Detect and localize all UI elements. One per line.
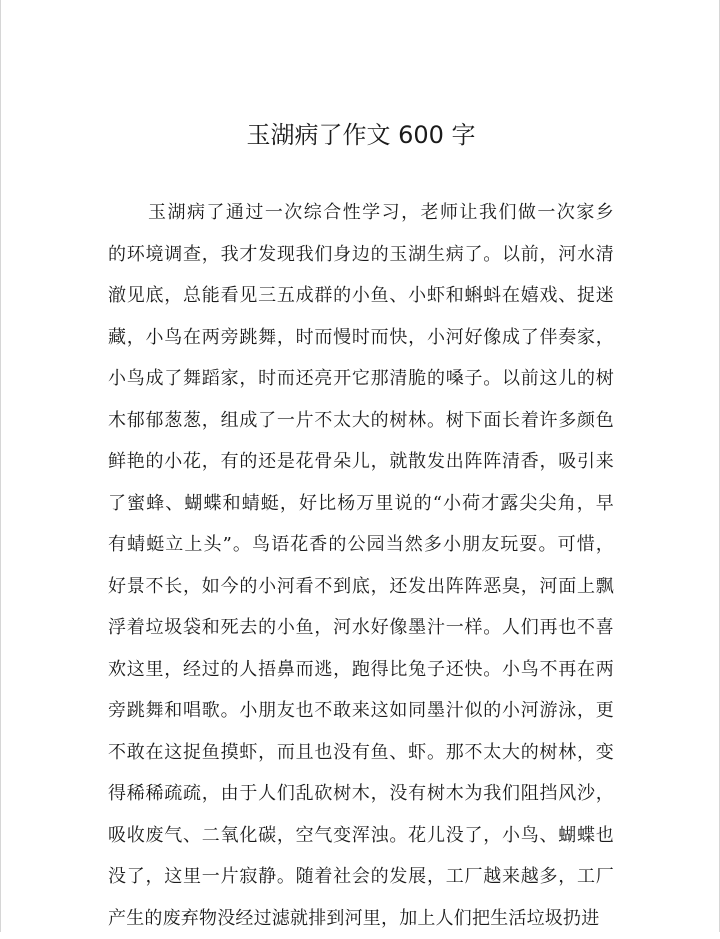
paragraph-line: 产生的废弃物没经过滤就排到河里，加上人们把生活垃圾扔进 bbox=[108, 898, 614, 939]
paragraph-line: 的环境调查，我才发现我们身边的玉湖生病了。以前，河水清 bbox=[108, 234, 614, 276]
paragraph-line: 欢这里，经过的人捂鼻而逃，跑得比兔子还快。小鸟不再在两 bbox=[108, 649, 614, 691]
paragraph-line: 浮着垃圾袋和死去的小鱼，河水好像墨汁一样。人们再也不喜 bbox=[108, 607, 614, 649]
paragraph-line: 得稀稀疏疏，由于人们乱砍树木，没有树木为我们阻挡风沙， bbox=[108, 773, 614, 815]
paragraph-line: 玉湖病了通过一次综合性学习，老师让我们做一次家乡 bbox=[108, 192, 614, 234]
paragraph-line: 不敢在这捉鱼摸虾，而且也没有鱼、虾。那不太大的树林，变 bbox=[108, 732, 614, 774]
paragraph-line: 藏，小鸟在两旁跳舞，时而慢时而快，小河好像成了伴奏家， bbox=[108, 317, 614, 359]
paragraph-line: 鲜艳的小花，有的还是花骨朵儿，就散发出阵阵清香，吸引来 bbox=[108, 441, 614, 483]
paragraph-line: 旁跳舞和唱歌。小朋友也不敢来这如同墨汁似的小河游泳，更 bbox=[108, 690, 614, 732]
paragraph-line: 澈见底，总能看见三五成群的小鱼、小虾和蝌蚪在嬉戏、捉迷 bbox=[108, 275, 614, 317]
paragraph-line: 好景不长，如今的小河看不到底，还发出阵阵恶臭，河面上飘 bbox=[108, 566, 614, 608]
paragraph-line: 小鸟成了舞蹈家，时而还亮开它那清脆的嗓子。以前这儿的树 bbox=[108, 358, 614, 400]
paragraph-line: 吸收废气、二氧化碳，空气变浑浊。花儿没了，小鸟、蝴蝶也 bbox=[108, 815, 614, 857]
document-title: 玉湖病了作文 600 字 bbox=[1, 118, 720, 152]
paragraph-line: 没了，这里一片寂静。随着社会的发展，工厂越来越多，工厂 bbox=[108, 856, 614, 898]
paragraph-line: 木郁郁葱葱，组成了一片不太大的树林。树下面长着许多颜色 bbox=[108, 400, 614, 442]
paragraph-line: 有蜻蜓立上头”。鸟语花香的公园当然多小朋友玩耍。可惜， bbox=[108, 524, 614, 566]
document-body bbox=[108, 192, 614, 939]
paragraph-line: 了蜜蜂、蝴蝶和蜻蜓，好比杨万里说的“小荷才露尖尖角，早 bbox=[108, 483, 614, 525]
